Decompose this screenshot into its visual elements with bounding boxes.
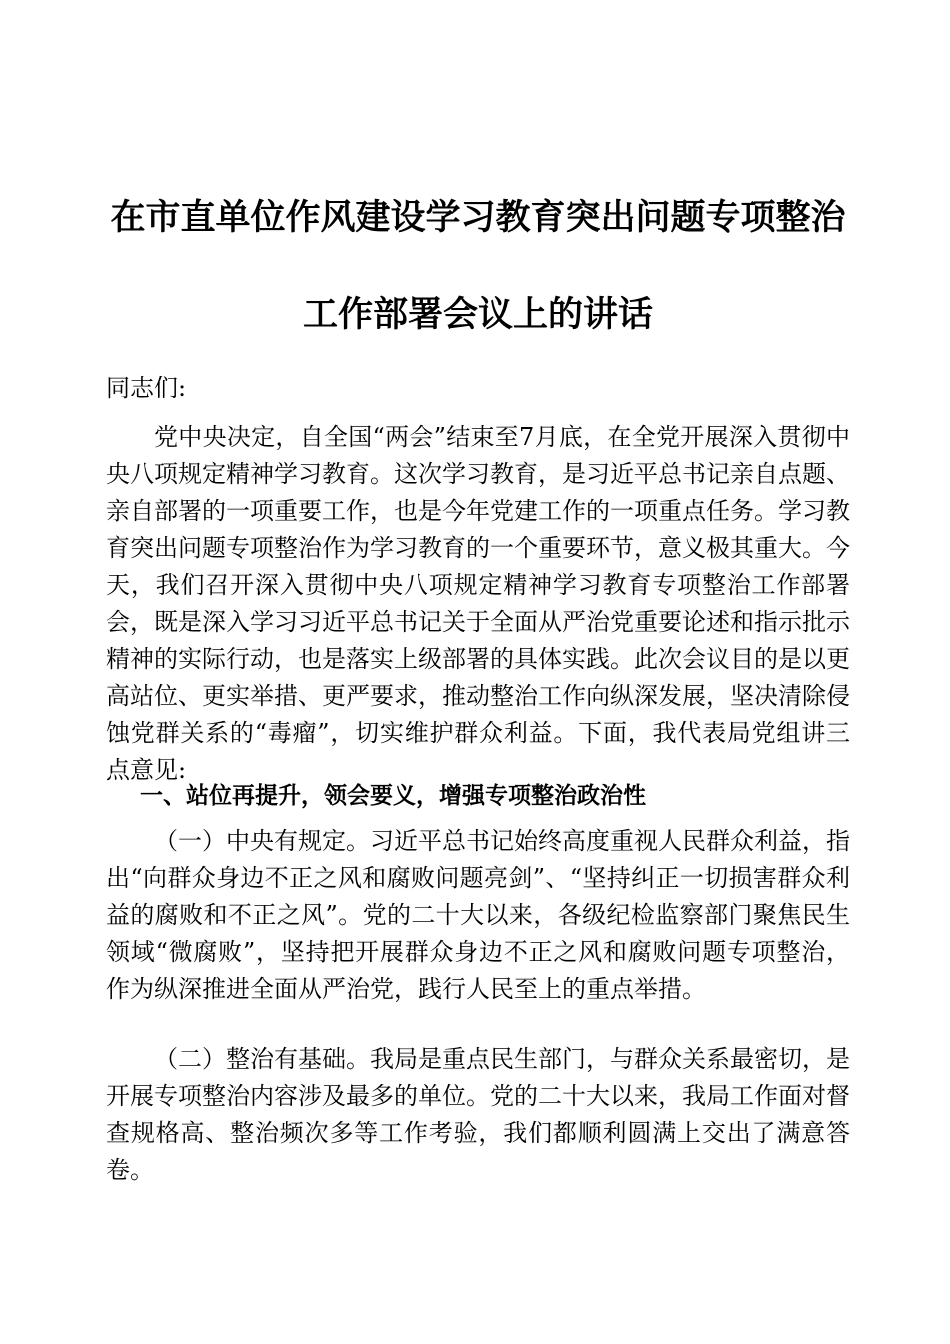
paragraph-intro: 党中央决定，自全国“两会”结束至7月底，在全党开展深入贯彻中央八项规定精神学习教育。这次学习教育，是习近平总书记亲自点题、亲自部署的一项重要工作，也是今年党建工作的一项重点任务。学习教育突出问题专项整治作为学习教育的一个重要环节，意义极其重大。今天，我们召开深入贯彻中央八项规定精神学习教育专项整治工作部署会，既是深入学习习近平总书记关于全面从严治党重要论述和指示批示精神的实际行动，也是落实上级部署的具体实践。此次会议目的是以更高站位、更实举措、更严要求，推动整治工作向纵深发展，坚决清除侵蚀党群关系的“毒瘤”，切实维护群众利益。下面，我代表局党组讲三点意见: [106,423,850,784]
salutation: 同志们: [106,374,187,402]
section-heading-1: 一、站位再提升，领会要义，增强专项整治政治性 [140,783,646,809]
paragraph-rectification-basis: （二）整治有基础。我局是重点民生部门，与群众关系最密切，是开展专项整治内容涉及最多的单位。党的二十大以来，我局工作面对督查规格高、整治频次多等工作考验，我们都顺利圆满上交出了满意答卷。 [106,1045,850,1184]
document-title-line-2: 工作部署会议上的讲话 [302,295,653,335]
paragraph-central-regulation: （一）中央有规定。习近平总书记始终高度重视人民群众利益，指出“向群众身边不正之风和腐败问题亮剑”、“坚持纠正一切损害群众利益的腐败和不正之风”。党的二十大以来，各级纪检监察部门聚焦民生领域“微腐败”，坚持把开展群众身边不正之风和腐败问题专项整治，作为纵深推进全面从严治党，践行人民至上的重点举措。 [106,827,850,1003]
document-title-line-1: 在市直单位作风建设学习教育突出问题专项整治 [110,198,846,238]
